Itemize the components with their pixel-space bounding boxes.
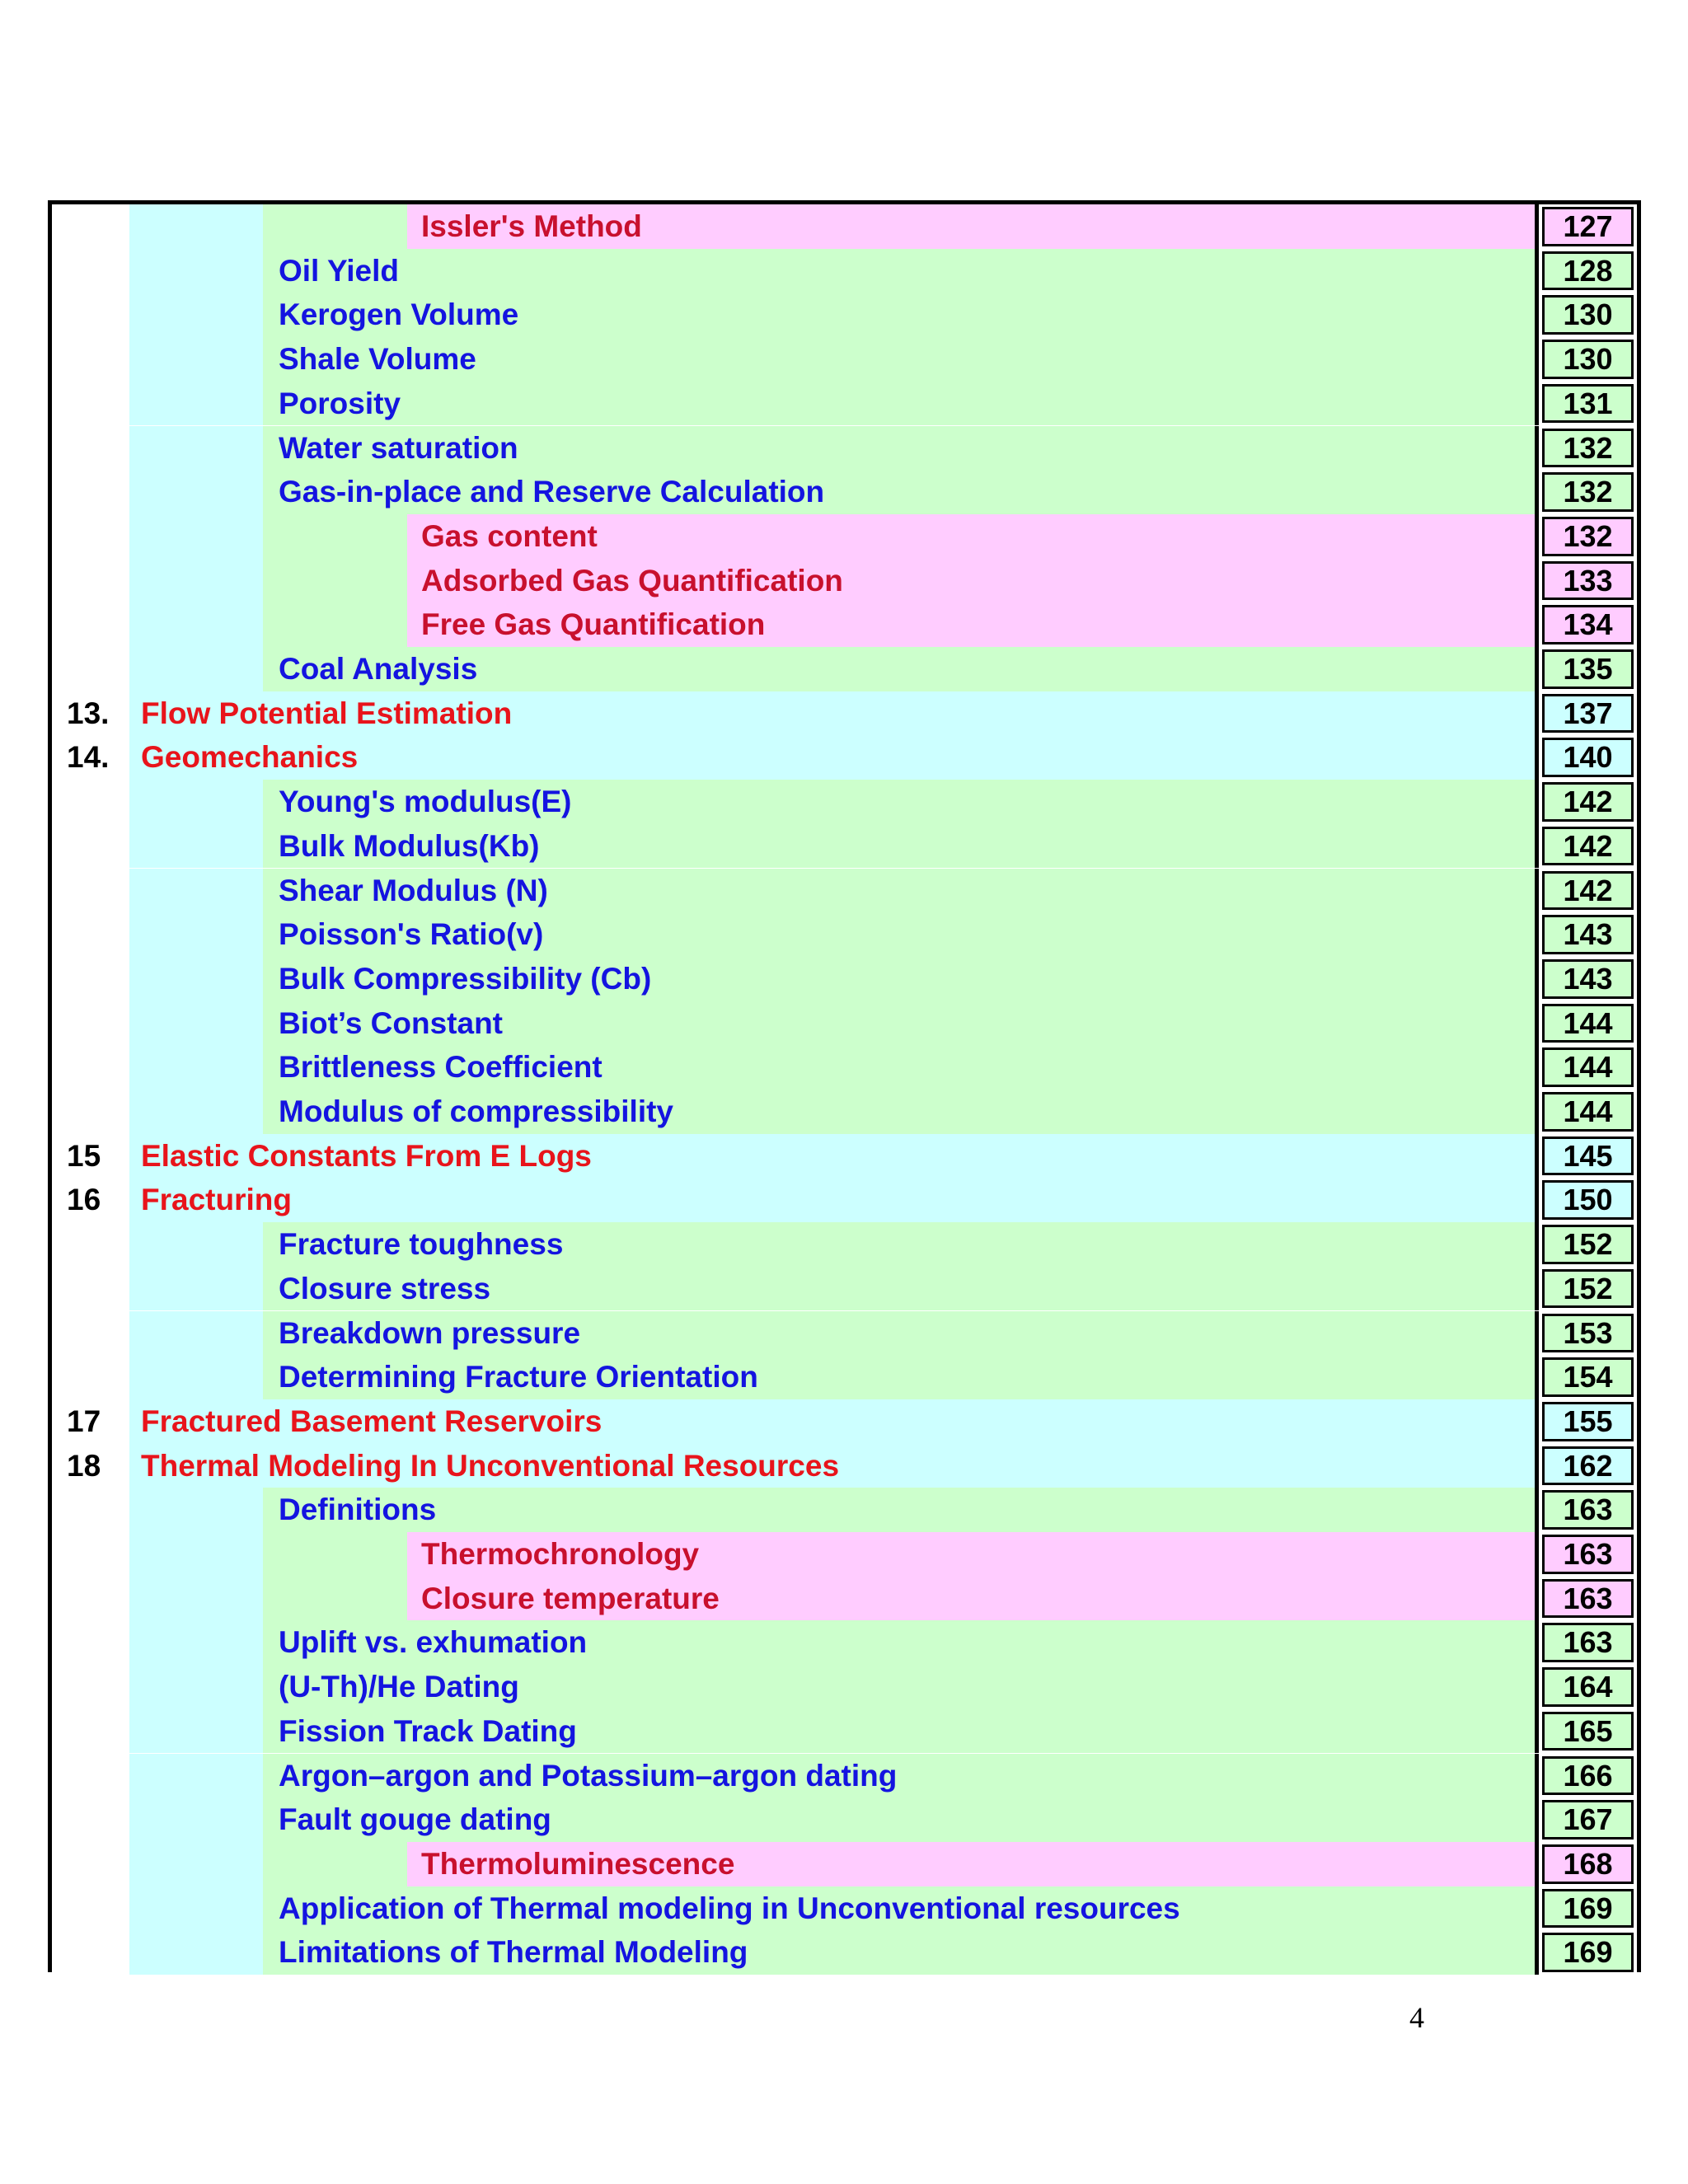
page-number-cell <box>1535 1488 1637 1532</box>
section-title[interactable]: Coal Analysis <box>279 652 478 686</box>
section-title[interactable]: Bulk Modulus(Kb) <box>279 828 540 863</box>
indent-cell <box>129 1886 263 1931</box>
toc-entry[interactable] <box>52 1488 1637 1532</box>
chapter-number-cell <box>52 249 129 293</box>
page-number-cell <box>1535 1355 1637 1399</box>
indent-cell <box>129 1577 263 1621</box>
indent-cell <box>129 293 263 337</box>
toc-entry[interactable] <box>52 869 1637 913</box>
subsection-title[interactable]: Closure temperature <box>421 1581 720 1615</box>
page-number-cell <box>1535 1754 1637 1798</box>
subsection-title[interactable]: Issler's Method <box>421 209 642 243</box>
chapter-number-cell <box>52 1577 129 1621</box>
page-number-box[interactable]: 155 <box>1542 1402 1634 1441</box>
page-number-box[interactable]: 128 <box>1542 251 1634 291</box>
page-number-cell <box>1535 1709 1637 1754</box>
chapter-number-cell <box>52 824 129 869</box>
section-title[interactable]: Poisson's Ratio(v) <box>279 917 544 952</box>
page-number-box[interactable]: 130 <box>1542 340 1634 379</box>
chapter-number-cell <box>52 1930 129 1975</box>
page-number-cell <box>1535 1134 1637 1179</box>
section-title[interactable]: Gas-in-place and Reserve Calculation <box>279 475 825 509</box>
toc-entry[interactable] <box>52 1001 1637 1046</box>
indent-cell <box>129 1532 263 1577</box>
page-number-box[interactable]: 143 <box>1542 959 1634 999</box>
page-number-cell <box>1535 824 1637 869</box>
section-title[interactable]: Porosity <box>279 386 401 420</box>
page-number-box[interactable]: 127 <box>1542 207 1634 246</box>
toc-entry[interactable] <box>52 1797 1637 1842</box>
chapter-number-cell <box>52 204 129 249</box>
page-number-cell <box>1535 780 1637 824</box>
section-title[interactable]: Breakdown pressure <box>279 1315 581 1350</box>
indent-cell <box>129 869 263 913</box>
indent-cell <box>129 1488 263 1532</box>
toc-entry[interactable] <box>52 1709 1637 1754</box>
page-number-box[interactable]: 152 <box>1542 1269 1634 1309</box>
indent-cell <box>263 1577 407 1621</box>
page-number-cell <box>1535 735 1637 780</box>
page-number-box[interactable]: 132 <box>1542 517 1634 556</box>
page-number-cell <box>1535 514 1637 559</box>
page-number-cell <box>1535 426 1637 471</box>
chapter-title[interactable]: Geomechanics <box>141 740 359 775</box>
section-title[interactable]: Fracture toughness <box>279 1227 564 1262</box>
page-number-box[interactable]: 163 <box>1542 1490 1634 1530</box>
toc-entry[interactable] <box>52 780 1637 824</box>
indent-cell <box>129 1090 263 1134</box>
page-number-cell <box>1535 691 1637 736</box>
chapter-number-cell <box>52 1532 129 1577</box>
page-number-box[interactable]: 140 <box>1542 738 1634 777</box>
section-title[interactable]: Oil Yield <box>279 253 399 288</box>
indent-cell <box>129 559 263 603</box>
toc-entry[interactable] <box>52 1930 1637 1975</box>
page-number-box[interactable]: 135 <box>1542 649 1634 689</box>
page-number-cell <box>1535 1532 1637 1577</box>
chapter-number-cell <box>52 1620 129 1665</box>
section-title[interactable]: Water saturation <box>279 430 518 465</box>
toc-entry[interactable] <box>52 514 1637 559</box>
chapter-number-cell <box>52 869 129 913</box>
page-number-cell <box>1535 1444 1637 1488</box>
page-number-cell <box>1535 1222 1637 1267</box>
page-number-box[interactable]: 152 <box>1542 1225 1634 1264</box>
indent-cell <box>263 514 407 559</box>
section-title[interactable]: Fault gouge dating <box>279 1802 551 1837</box>
chapter-number-cell <box>52 957 129 1001</box>
toc-entry[interactable] <box>52 1444 1637 1488</box>
toc-entry[interactable] <box>52 1399 1637 1444</box>
section-title[interactable]: Limitations of Thermal Modeling <box>279 1935 748 1970</box>
page-number-cell <box>1535 1665 1637 1709</box>
page-number-box[interactable]: 131 <box>1542 384 1634 424</box>
indent-cell <box>129 1222 263 1267</box>
chapter-number: 17 <box>67 1404 101 1438</box>
page-number-cell <box>1535 1090 1637 1134</box>
indent-cell <box>129 1754 263 1798</box>
chapter-number-cell <box>52 1488 129 1532</box>
section-title[interactable]: Modulus of compressibility <box>279 1094 673 1128</box>
toc-entry[interactable] <box>52 824 1637 869</box>
indent-cell <box>129 602 263 647</box>
indent-cell <box>129 204 263 249</box>
chapter-number-cell <box>52 1842 129 1886</box>
page-number-cell <box>1535 470 1637 514</box>
page-number-box[interactable]: 132 <box>1542 472 1634 512</box>
page-number-cell <box>1535 293 1637 337</box>
page-number-cell <box>1535 1842 1637 1886</box>
toc-entry[interactable] <box>52 426 1637 471</box>
page-number-cell <box>1535 1311 1637 1356</box>
toc-entry[interactable] <box>52 1267 1637 1311</box>
indent-cell <box>129 824 263 869</box>
chapter-number: 18 <box>67 1448 101 1483</box>
page-number-cell <box>1535 957 1637 1001</box>
chapter-number-cell <box>52 1709 129 1754</box>
indent-cell <box>129 426 263 471</box>
toc-entry[interactable] <box>52 559 1637 603</box>
chapter-number-cell <box>52 382 129 426</box>
page-number-box[interactable]: 133 <box>1542 561 1634 601</box>
subsection-title[interactable]: Free Gas Quantification <box>421 607 766 642</box>
toc-entry[interactable] <box>52 470 1637 514</box>
indent-cell <box>129 382 263 426</box>
page-number-cell <box>1535 1620 1637 1665</box>
section-title[interactable]: Shear Modulus (N) <box>279 873 548 907</box>
page-number: 4 <box>1409 2001 1424 2034</box>
section-title[interactable]: Young's modulus(E) <box>279 785 572 819</box>
toc-entry[interactable] <box>52 1178 1637 1222</box>
page-number-box[interactable]: 167 <box>1542 1800 1634 1840</box>
toc-entry[interactable] <box>52 1620 1637 1665</box>
chapter-title[interactable]: Elastic Constants From E Logs <box>141 1138 592 1173</box>
toc-entry[interactable] <box>52 1355 1637 1399</box>
toc-entry[interactable] <box>52 1754 1637 1798</box>
toc-entry[interactable] <box>52 382 1637 426</box>
page-number-box[interactable]: 154 <box>1542 1357 1634 1397</box>
chapter-number-cell <box>52 1222 129 1267</box>
chapter-number-cell <box>52 337 129 382</box>
toc-entry[interactable] <box>52 1842 1637 1886</box>
page-number-cell <box>1535 1001 1637 1046</box>
indent-cell <box>129 1930 263 1975</box>
page-number-box[interactable]: 130 <box>1542 295 1634 335</box>
toc-entry[interactable] <box>52 1311 1637 1356</box>
subsection-title[interactable]: Thermochronology <box>421 1537 700 1571</box>
chapter-number-cell <box>52 1311 129 1356</box>
page-number-box[interactable]: 162 <box>1542 1446 1634 1486</box>
page-number-cell <box>1535 1399 1637 1444</box>
chapter-title[interactable]: Flow Potential Estimation <box>141 696 513 730</box>
toc-entry[interactable] <box>52 912 1637 957</box>
chapter-number: 14. <box>67 740 110 775</box>
chapter-title[interactable]: Fracturing <box>141 1183 292 1217</box>
page-number-box[interactable]: 168 <box>1542 1844 1634 1884</box>
page-number-box[interactable]: 144 <box>1542 1047 1634 1087</box>
page-number-cell <box>1535 869 1637 913</box>
page-number-cell <box>1535 559 1637 603</box>
indent-cell <box>263 602 407 647</box>
toc-entry[interactable] <box>52 1532 1637 1577</box>
chapter-number-cell <box>52 293 129 337</box>
page-number-box[interactable]: 163 <box>1542 1535 1634 1574</box>
page-number-box[interactable]: 165 <box>1542 1712 1634 1751</box>
indent-cell <box>263 204 407 249</box>
chapter-number: 16 <box>67 1183 101 1217</box>
toc-entry[interactable] <box>52 293 1637 337</box>
section-title[interactable]: Closure stress <box>279 1271 491 1305</box>
indent-cell <box>129 1797 263 1842</box>
toc-entry[interactable] <box>52 1045 1637 1090</box>
page-number-box[interactable]: 144 <box>1542 1004 1634 1043</box>
indent-cell <box>129 1267 263 1311</box>
indent-cell <box>129 337 263 382</box>
section-title[interactable]: Kerogen Volume <box>279 298 519 332</box>
page-number-box[interactable]: 142 <box>1542 871 1634 911</box>
chapter-number-cell <box>52 1001 129 1046</box>
chapter-number-cell <box>52 780 129 824</box>
page-number-box[interactable]: 153 <box>1542 1314 1634 1353</box>
section-title[interactable]: Uplift vs. exhumation <box>279 1625 588 1660</box>
indent-cell <box>129 514 263 559</box>
page-number-box[interactable]: 169 <box>1542 1889 1634 1929</box>
chapter-number-cell <box>52 1797 129 1842</box>
section-title[interactable]: Shale Volume <box>279 342 476 377</box>
indent-cell <box>263 1842 407 1886</box>
page-number-box[interactable]: 163 <box>1542 1579 1634 1619</box>
page-number-cell <box>1535 1886 1637 1931</box>
page-number-box[interactable]: 169 <box>1542 1933 1634 1972</box>
page-number-cell <box>1535 249 1637 293</box>
toc-entry[interactable] <box>52 602 1637 647</box>
toc-entry[interactable] <box>52 1665 1637 1709</box>
indent-cell <box>129 249 263 293</box>
entry-background <box>263 249 1535 293</box>
indent-cell <box>263 1532 407 1577</box>
indent-cell <box>129 1355 263 1399</box>
chapter-number-cell <box>52 1045 129 1090</box>
page-number-box[interactable]: 142 <box>1542 782 1634 822</box>
indent-cell <box>129 912 263 957</box>
page-number-box[interactable]: 143 <box>1542 915 1634 954</box>
page-number-box[interactable]: 132 <box>1542 429 1634 468</box>
chapter-number-cell <box>52 1090 129 1134</box>
chapter-number-cell <box>52 426 129 471</box>
section-title[interactable]: Bulk Compressibility (Cb) <box>279 961 652 996</box>
section-title[interactable]: Definitions <box>279 1493 437 1527</box>
page-number-box[interactable]: 144 <box>1542 1092 1634 1132</box>
table-of-contents <box>48 200 1641 1972</box>
page-number-box[interactable]: 134 <box>1542 605 1634 644</box>
page-number-box[interactable]: 164 <box>1542 1667 1634 1707</box>
indent-cell <box>129 1842 263 1886</box>
page-number-cell <box>1535 602 1637 647</box>
page-number-box[interactable]: 163 <box>1542 1623 1634 1662</box>
indent-cell <box>129 470 263 514</box>
indent-cell <box>129 957 263 1001</box>
toc-entry[interactable] <box>52 1886 1637 1931</box>
chapter-number-cell <box>52 470 129 514</box>
chapter-number-cell <box>52 559 129 603</box>
page-number-box[interactable]: 145 <box>1542 1137 1634 1176</box>
page-number-cell <box>1535 1577 1637 1621</box>
page-number-cell <box>1535 1178 1637 1222</box>
toc-entry[interactable] <box>52 957 1637 1001</box>
page-number-cell <box>1535 337 1637 382</box>
chapter-number-cell <box>52 1355 129 1399</box>
indent-cell <box>129 647 263 691</box>
entry-background <box>129 1178 1535 1222</box>
toc-entry[interactable] <box>52 1134 1637 1179</box>
chapter-number-cell <box>52 1267 129 1311</box>
indent-cell <box>129 1620 263 1665</box>
indent-cell <box>129 1001 263 1046</box>
toc-entry[interactable] <box>52 337 1637 382</box>
section-title[interactable]: Argon–argon and Potassium–argon dating <box>279 1758 898 1793</box>
chapter-number-cell <box>52 912 129 957</box>
page-number-cell <box>1535 647 1637 691</box>
toc-entry[interactable] <box>52 249 1637 293</box>
section-title[interactable]: Determining Fracture Orientation <box>279 1360 758 1394</box>
indent-cell <box>129 1709 263 1754</box>
subsection-title[interactable]: Thermoluminescence <box>421 1846 735 1881</box>
chapter-number: 13. <box>67 696 110 730</box>
page-number-cell <box>1535 382 1637 426</box>
chapter-number-cell <box>52 602 129 647</box>
chapter-number: 15 <box>67 1138 101 1173</box>
page-number-cell <box>1535 1797 1637 1842</box>
toc-entry[interactable] <box>52 691 1637 736</box>
chapter-title[interactable]: Thermal Modeling In Unconventional Resources <box>141 1448 840 1483</box>
subsection-title[interactable]: Gas content <box>421 518 598 553</box>
page-number-box[interactable]: 137 <box>1542 694 1634 733</box>
entry-background <box>263 1488 1535 1532</box>
toc-entry[interactable] <box>52 1222 1637 1267</box>
section-title[interactable]: (U-Th)/He Dating <box>279 1670 519 1704</box>
chapter-number-cell <box>52 1665 129 1709</box>
page-number-cell <box>1535 1930 1637 1975</box>
chapter-number-cell <box>52 1754 129 1798</box>
indent-cell <box>129 780 263 824</box>
toc-entry[interactable] <box>52 647 1637 691</box>
toc-entry[interactable] <box>52 1577 1637 1621</box>
page-number-cell <box>1535 1267 1637 1311</box>
chapter-number-cell <box>52 647 129 691</box>
chapter-number-cell <box>52 514 129 559</box>
chapter-number-cell <box>52 1886 129 1931</box>
indent-cell <box>129 1665 263 1709</box>
indent-cell <box>263 559 407 603</box>
chapter-title[interactable]: Fractured Basement Reservoirs <box>141 1404 603 1438</box>
section-title[interactable]: Biot’s Constant <box>279 1005 504 1040</box>
toc-entry[interactable] <box>52 1090 1637 1134</box>
toc-entry[interactable] <box>52 204 1637 249</box>
section-title[interactable]: Brittleness Coefficient <box>279 1050 603 1085</box>
section-title[interactable]: Fission Track Dating <box>279 1713 577 1748</box>
entry-background <box>263 382 1535 426</box>
page-number-box[interactable]: 166 <box>1542 1756 1634 1796</box>
page-number-cell <box>1535 1045 1637 1090</box>
indent-cell <box>129 1045 263 1090</box>
page-number-box[interactable]: 142 <box>1542 827 1634 866</box>
indent-cell <box>129 1311 263 1356</box>
section-title[interactable]: Application of Thermal modeling in Unconventional resources <box>279 1891 1180 1925</box>
page-number-cell <box>1535 912 1637 957</box>
subsection-title[interactable]: Adsorbed Gas Quantification <box>421 563 843 598</box>
toc-entry[interactable] <box>52 735 1637 780</box>
page-number-box[interactable]: 150 <box>1542 1180 1634 1220</box>
page-number-cell <box>1535 204 1637 249</box>
